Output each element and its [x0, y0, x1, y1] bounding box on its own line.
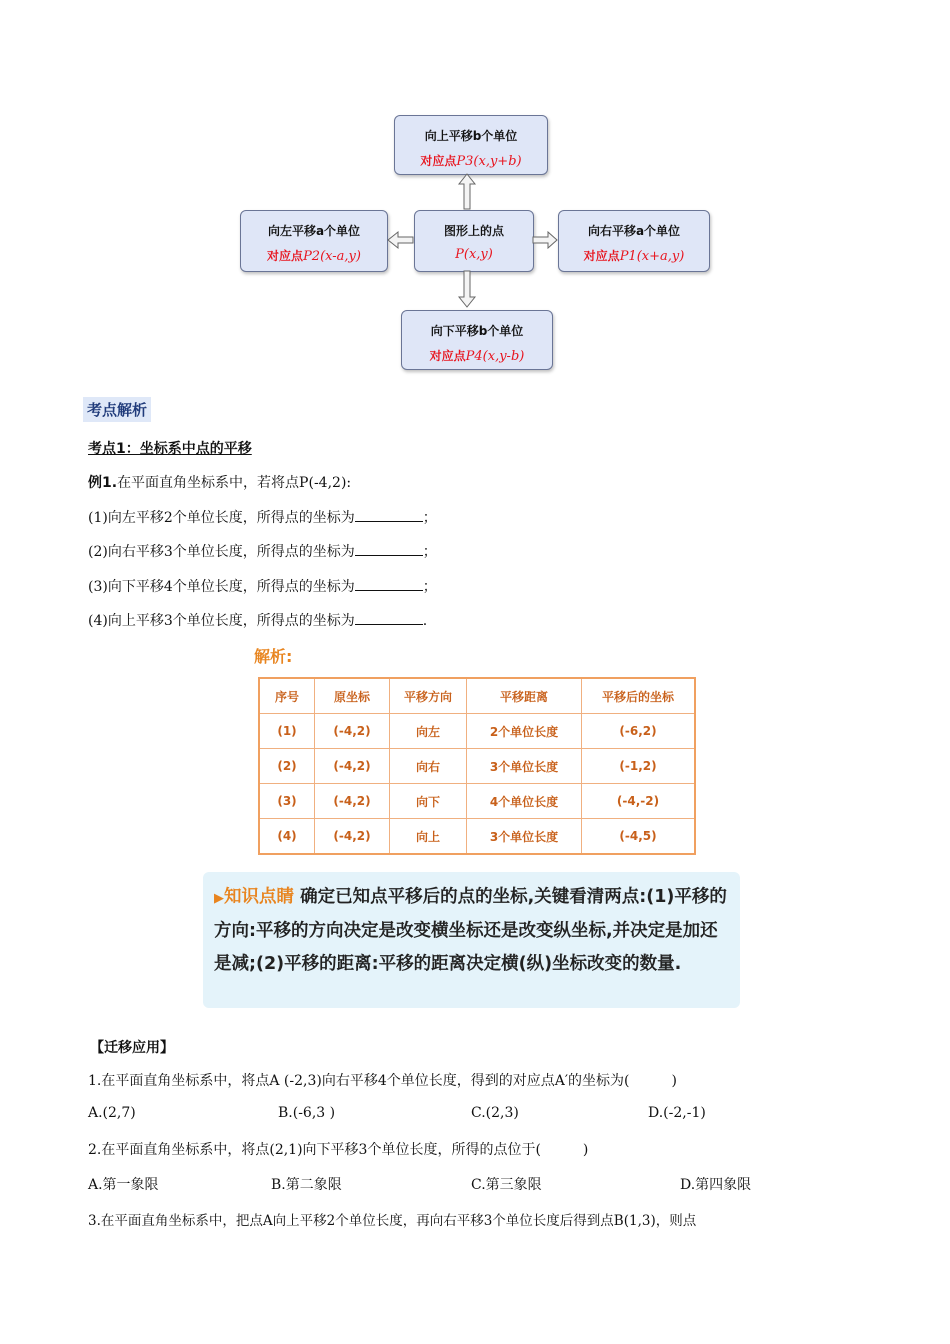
arrow-right: [533, 232, 557, 248]
arrow-left: [388, 232, 413, 248]
q2-option-a: A.第一象限: [88, 1177, 159, 1193]
down-prefix: 对应点: [429, 349, 466, 363]
up-label: 向上平移b个单位: [424, 129, 518, 143]
example-item: (1)向左平移2个单位长度，所得点的坐标为 ；: [88, 510, 437, 526]
example-stem: 例1.在平面直角坐标系中，若将点P(-4,2):: [88, 475, 352, 491]
table-header-row: 序号 原坐标 平移方向 平移距离 平移后的坐标: [259, 678, 695, 714]
up-point: P3(x,y+b): [456, 154, 522, 169]
arrow-down: [459, 271, 475, 307]
right-label: 向右平移a个单位: [587, 224, 681, 238]
left-label: 向左平移a个单位: [267, 224, 361, 238]
analysis-label: 解析:: [254, 647, 293, 666]
left-prefix: 对应点: [267, 249, 304, 263]
q1-option-c: C.(2,3): [471, 1105, 519, 1121]
diagram-arrows: [0, 0, 950, 400]
question-2: 2.在平面直角坐标系中，将点(2,1)向下平移3个单位长度，所得的点位于( ): [88, 1142, 589, 1158]
q2-option-c: C.第三象限: [471, 1177, 542, 1193]
arrow-up: [459, 174, 475, 209]
right-prefix: 对应点: [583, 249, 620, 263]
down-point: P4(x,y-b): [465, 349, 525, 364]
q2-option-d: D.第四象限: [680, 1177, 752, 1193]
knowledge-head: 知识点睛: [224, 887, 294, 907]
table-row: (2) (-4,2) 向右 3个单位长度 (-1,2): [259, 749, 695, 784]
table-row: (1) (-4,2) 向左 2个单位长度 (-6,2): [259, 714, 695, 749]
q2-option-b: B.第二象限: [271, 1177, 342, 1193]
question-1: 1.在平面直角坐标系中，将点A (-2,3)向右平移4个单位长度，得到的对应点A′的坐标为( ): [88, 1073, 677, 1089]
up-prefix: 对应点: [420, 154, 457, 168]
left-point: P2(x-a,y): [303, 249, 361, 264]
table-row: (3) (-4,2) 向下 4个单位长度 (-4,-2): [259, 784, 695, 819]
center-point: P(x,y): [455, 247, 493, 262]
right-point: P1(x+a,y): [619, 249, 685, 264]
triangle-icon: ▶: [214, 891, 224, 906]
q1-option-a: A.(2,7): [88, 1105, 136, 1121]
q1-option-b: B.(-6,3 ): [278, 1105, 336, 1121]
knowledge-body: 确定已知点平移后的点的坐标,关键看清两点:(1)平移的方向:平移的方向决定是改变横坐标还是改变纵坐标,并决定是加还是减;(2)平移的距离:平移的距离决定横(纵)坐标改变的数量.: [214, 887, 727, 974]
down-label: 向下平移b个单位: [430, 324, 524, 338]
q1-option-d: D.(-2,-1): [648, 1105, 706, 1121]
section-title: 考点解析: [83, 397, 151, 422]
analysis-table: [258, 677, 696, 855]
center-label: 图形上的点: [443, 224, 504, 238]
example-item: (2)向右平移3个单位长度，所得点的坐标为 ；: [88, 544, 437, 560]
table-row: (4) (-4,2) 向上 3个单位长度 (-4,5): [259, 819, 695, 855]
example-item: (3)向下平移4个单位长度，所得点的坐标为 ；: [88, 579, 437, 595]
example-item: (4)向上平移3个单位长度，所得点的坐标为 .: [88, 613, 428, 629]
practice-title: 【迁移应用】: [90, 1040, 174, 1056]
kaodian-title: 考点1：坐标系中点的平移: [88, 441, 252, 457]
question-3: 3.在平面直角坐标系中，把点A向上平移2个单位长度，再向右平移3个单位长度后得到点B(1,3)，则点: [88, 1213, 697, 1229]
knowledge-box: [203, 872, 740, 1008]
